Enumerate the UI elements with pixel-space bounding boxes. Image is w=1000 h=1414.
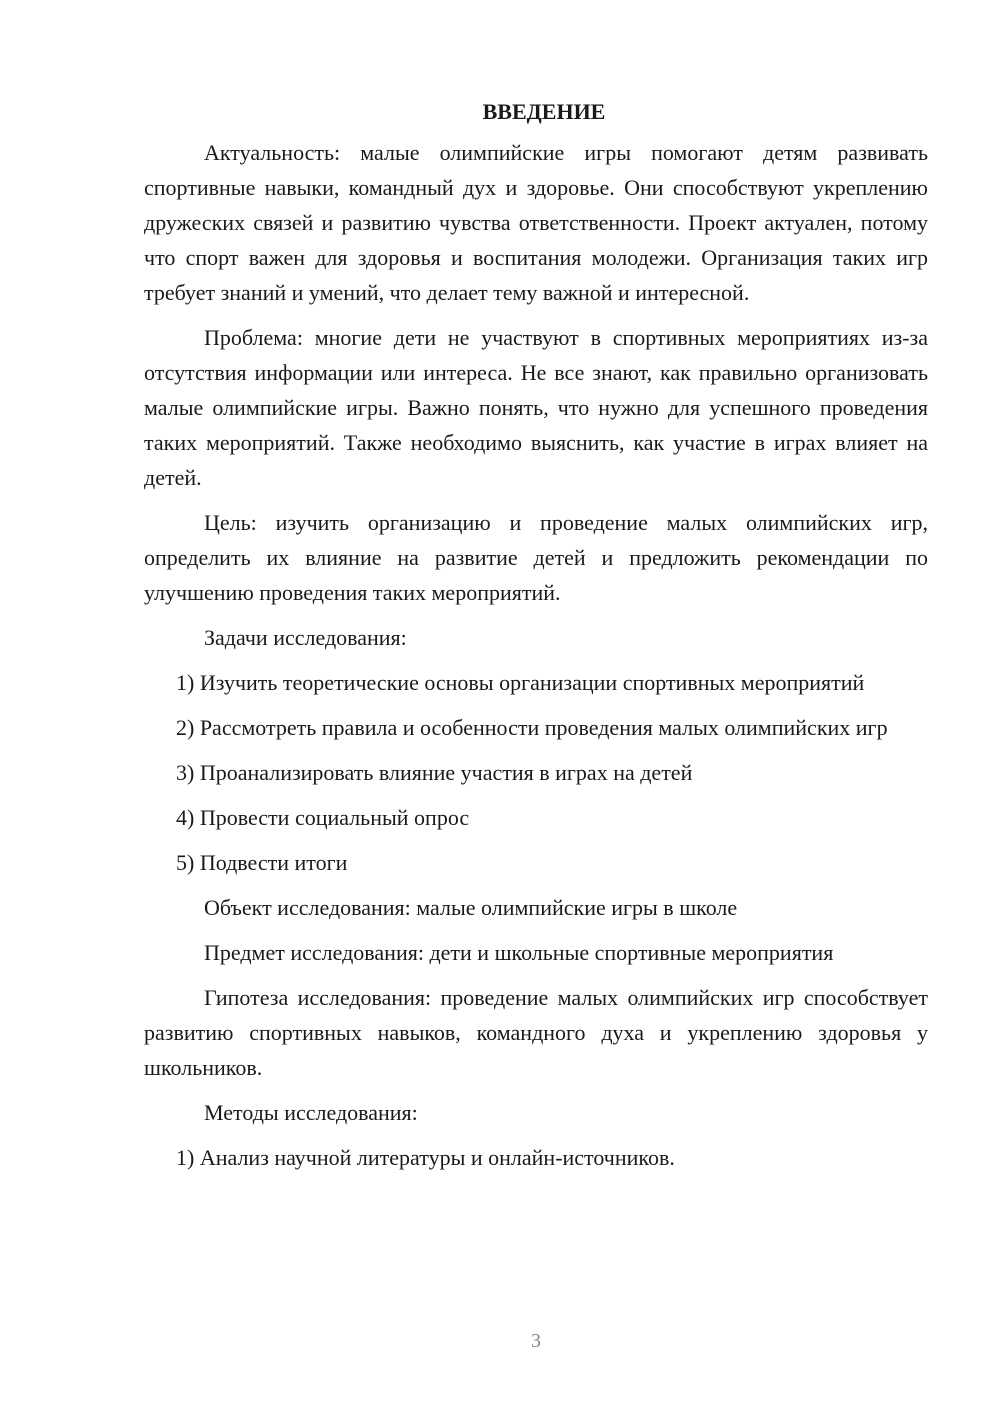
- tasks-heading: Задачи исследования:: [204, 625, 407, 650]
- page-number: 3: [531, 1330, 541, 1352]
- problem-paragraph: Проблема: многие дети не участвуют в спортивных мероприятиях из-за отсутствия информации или интереса. Не все знают, как правильно организовать малые олимпийские игры. Важно понять, что нужно для успешного проведения таких мероприятий. Также необходимо выяснить, как участие в играх влияет на детей.: [144, 325, 928, 490]
- hypothesis-paragraph: Гипотеза исследования: проведение малых олимпийских игр способствует развитию спортивных навыков, командного духа и укреплению здоровья у школьников.: [144, 985, 928, 1080]
- goal-paragraph: Цель: изучить организацию и проведение малых олимпийских игр, определить их влияние на развитие детей и предложить рекомендации по улучшению проведения таких мероприятий.: [144, 510, 928, 605]
- task-item-4: 4) Провести социальный опрос: [176, 805, 470, 830]
- task-item-2: 2) Рассмотреть правила и особенности проведения малых олимпийских игр: [176, 715, 888, 740]
- relevance-paragraph: Актуальность: малые олимпийские игры помогают детям развивать спортивные навыки, командный дух и здоровье. Они способствуют укреплению дружеских связей и развитию чувства ответственности. Проект актуален, потому что спорт важен для здоровья и воспитания молодежи. Организация таких игр требует знаний и умений, что делает тему важной и интересной.: [144, 140, 928, 305]
- method-item-1: 1) Анализ научной литературы и онлайн-источников.: [176, 1145, 675, 1170]
- task-item-1: 1) Изучить теоретические основы организации спортивных мероприятий: [176, 670, 865, 695]
- task-item-5: 5) Подвести итоги: [176, 850, 348, 875]
- methods-heading: Методы исследования:: [204, 1100, 418, 1125]
- document-page: [144, 94, 928, 1175]
- subject-paragraph: Предмет исследования: дети и школьные спортивные мероприятия: [204, 940, 834, 965]
- object-paragraph: Объект исследования: малые олимпийские игры в школе: [204, 895, 738, 920]
- task-item-3: 3) Проанализировать влияние участия в играх на детей: [176, 760, 693, 785]
- section-heading: ВВЕДЕНИЕ: [482, 99, 606, 124]
